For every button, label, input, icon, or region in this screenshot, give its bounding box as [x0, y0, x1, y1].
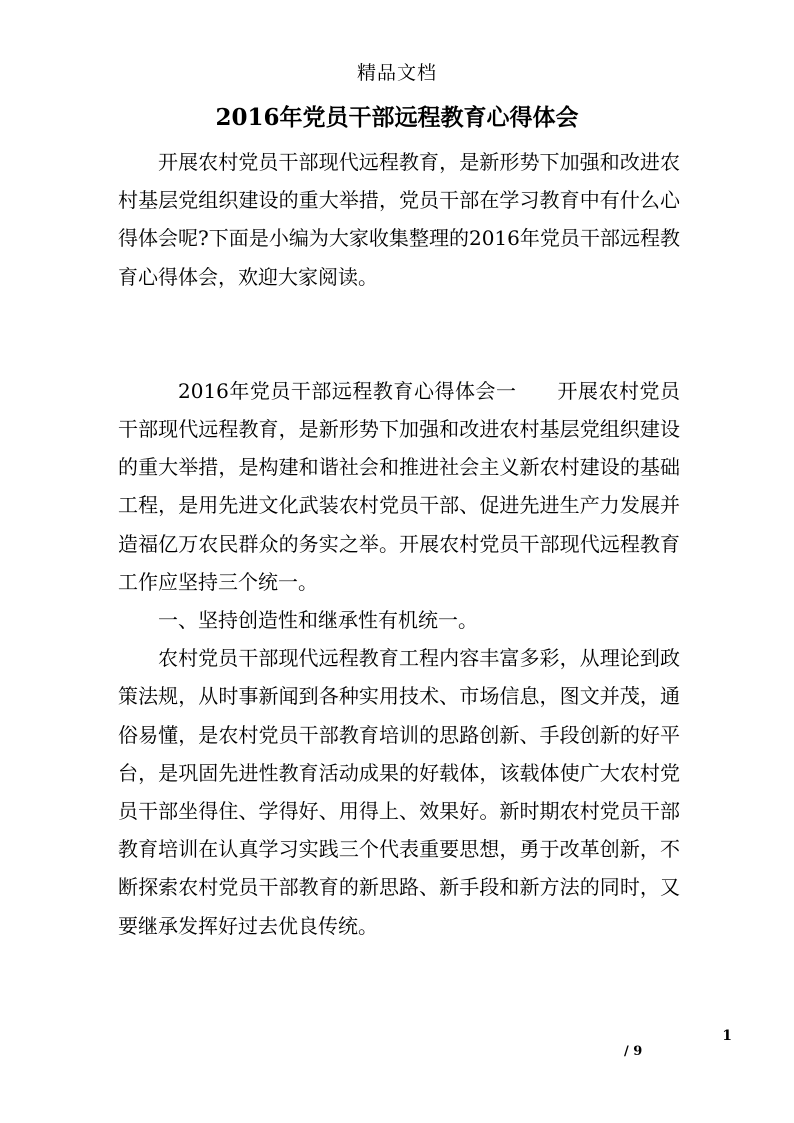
document-body [118, 143, 680, 945]
paragraph-spacer [118, 296, 680, 372]
point-one-heading: 一、坚持创造性和继承性有机统一。 [158, 608, 478, 633]
document-title: 2016年党员干部远程教育心得体会 [215, 104, 579, 131]
page-header: 精品文档 [356, 62, 437, 84]
section-one-paragraph: 2016年党员干部远程教育心得体会一 开展农村党员干部现代远程教育，是新形势下加强和改进农村基层党组织建设的重大举措，是构建和谐社会和推进社会主义新农村建设的基础工程，是用先进文化武装农村党员干部、促进先进生产力发展并造福亿万农民群众的务实之举。开展农村党员干部现代远程教育工作应坚持三个统一。 [118, 378, 680, 594]
page-total: / 9 [624, 1044, 643, 1059]
intro-paragraph: 开展农村党员干部现代远程教育，是新形势下加强和改进农村基层党组织建设的重大举措，党员干部在学习教育中有什么心得体会呢?下面是小编为大家收集整理的2016年党员干部远程教育心得体会，欢迎大家阅读。 [118, 150, 680, 289]
page-number: 1 [722, 1028, 732, 1044]
point-one-paragraph: 农村党员干部现代远程教育工程内容丰富多彩，从理论到政策法规，从时事新闻到各种实用技术、市场信息，图文并茂，通俗易懂，是农村党员干部教育培训的思路创新、手段创新的好平台，是巩固先进性教育活动成果的好载体，该载体使广大农村党员干部坐得住、学得好、用得上、效果好。新时期农村党员干部教育培训在认真学习实践三个代表重要思想，勇于改革创新，不断探索农村党员干部教育的新思路、新手段和新方法的同时，又要继承发挥好过去优良传统。 [118, 646, 680, 938]
